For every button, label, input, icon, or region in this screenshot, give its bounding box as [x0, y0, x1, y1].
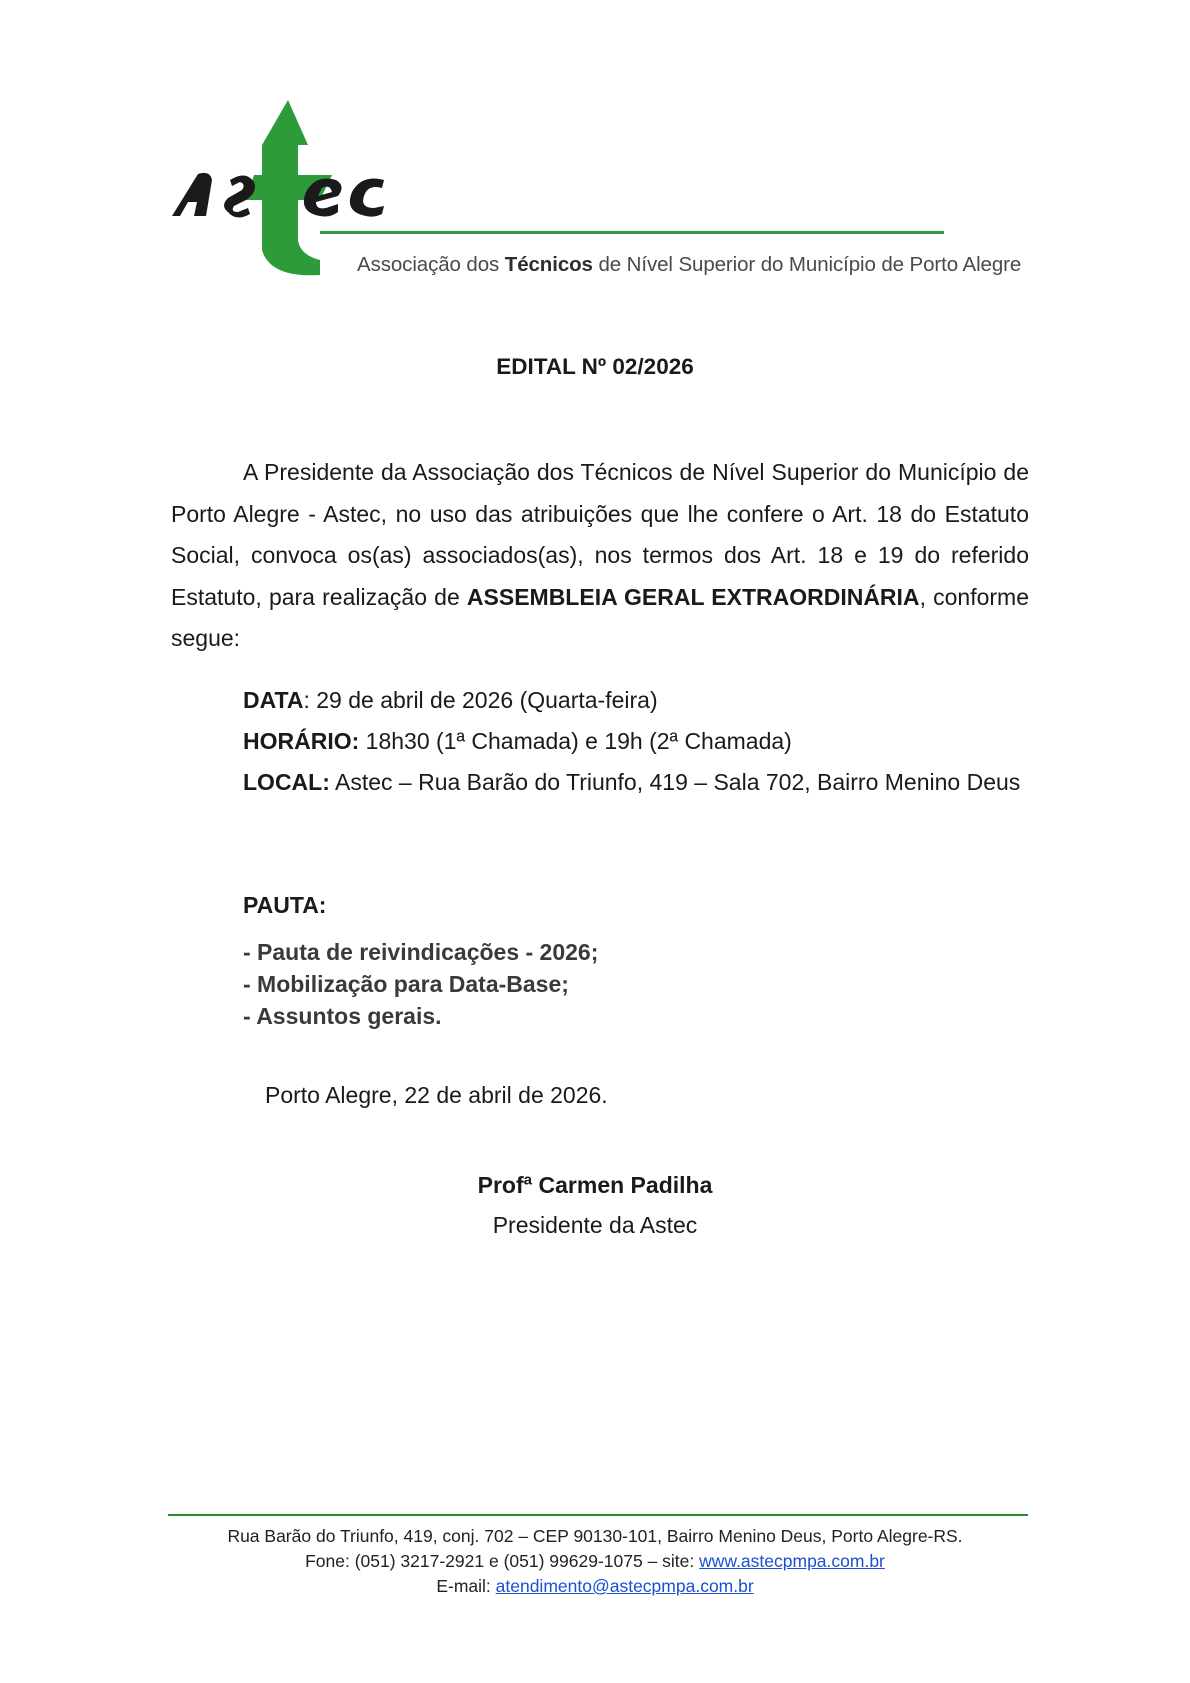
- footer-email: E-mail: atendimento@astecpmpa.com.br: [436, 1576, 754, 1596]
- convocation-paragraph: A Presidente da Associação dos Técnicos de Nível Superior do Município de Porto Alegre - Astec, no uso das atribuições que lhe confere o Art. 18 do Estatuto Social, convoca os(as) associados(as), nos termos dos Art. 18 e 19 do referido Estatuto, para realização de ASSEMBLEIA GERAL EXTRAORDINÁRIA, conforme segue:: [171, 459, 1029, 651]
- letterhead-tagline: Associação dos Técnicos de Nível Superior do Município de Porto Alegre: [357, 253, 1022, 276]
- footer-address: Rua Barão do Triunfo, 419, conj. 702 – CEP 90130-101, Bairro Menino Deus, Porto Alegre-RS.: [227, 1526, 963, 1546]
- agenda-list: [243, 936, 598, 1032]
- site-link[interactable]: www.astecpmpa.com.br: [699, 1551, 885, 1571]
- email-link[interactable]: atendimento@astecpmpa.com.br: [495, 1576, 754, 1596]
- agenda-item: - Mobilização para Data-Base;: [243, 971, 569, 997]
- agenda-item: - Assuntos gerais.: [243, 1003, 442, 1029]
- meeting-location: LOCAL: Astec – Rua Barão do Triunfo, 419 – Sala 702, Bairro Menino Deus: [243, 769, 1021, 795]
- logo-underline: [320, 231, 944, 234]
- assembly-name: ASSEMBLEIA GERAL EXTRAORDINÁRIA: [466, 583, 920, 610]
- logo-lettering: [170, 150, 420, 220]
- signatory-name: Profª Carmen Padilha: [477, 1172, 713, 1198]
- place-date: Porto Alegre, 22 de abril de 2026.: [265, 1082, 608, 1108]
- footer-phone: Fone: (051) 3217-2921 e (051) 99629-1075 – site: www.astecpmpa.com.br: [305, 1551, 885, 1571]
- footer: [0, 1524, 1190, 1599]
- signatory-role: Presidente da Astec: [492, 1212, 698, 1238]
- agenda-title: PAUTA:: [243, 892, 327, 918]
- meeting-time: HORÁRIO: 18h30 (1ª Chamada) e 19h (2ª Chamada): [243, 728, 792, 754]
- meeting-date: DATA: 29 de abril de 2026 (Quarta-feira): [243, 687, 658, 713]
- tagline-bold: Técnicos: [504, 253, 593, 276]
- edital-title: EDITAL Nº 02/2026: [496, 354, 694, 379]
- footer-divider: [168, 1514, 1028, 1516]
- agenda-item: - Pauta de reivindicações - 2026;: [243, 939, 599, 965]
